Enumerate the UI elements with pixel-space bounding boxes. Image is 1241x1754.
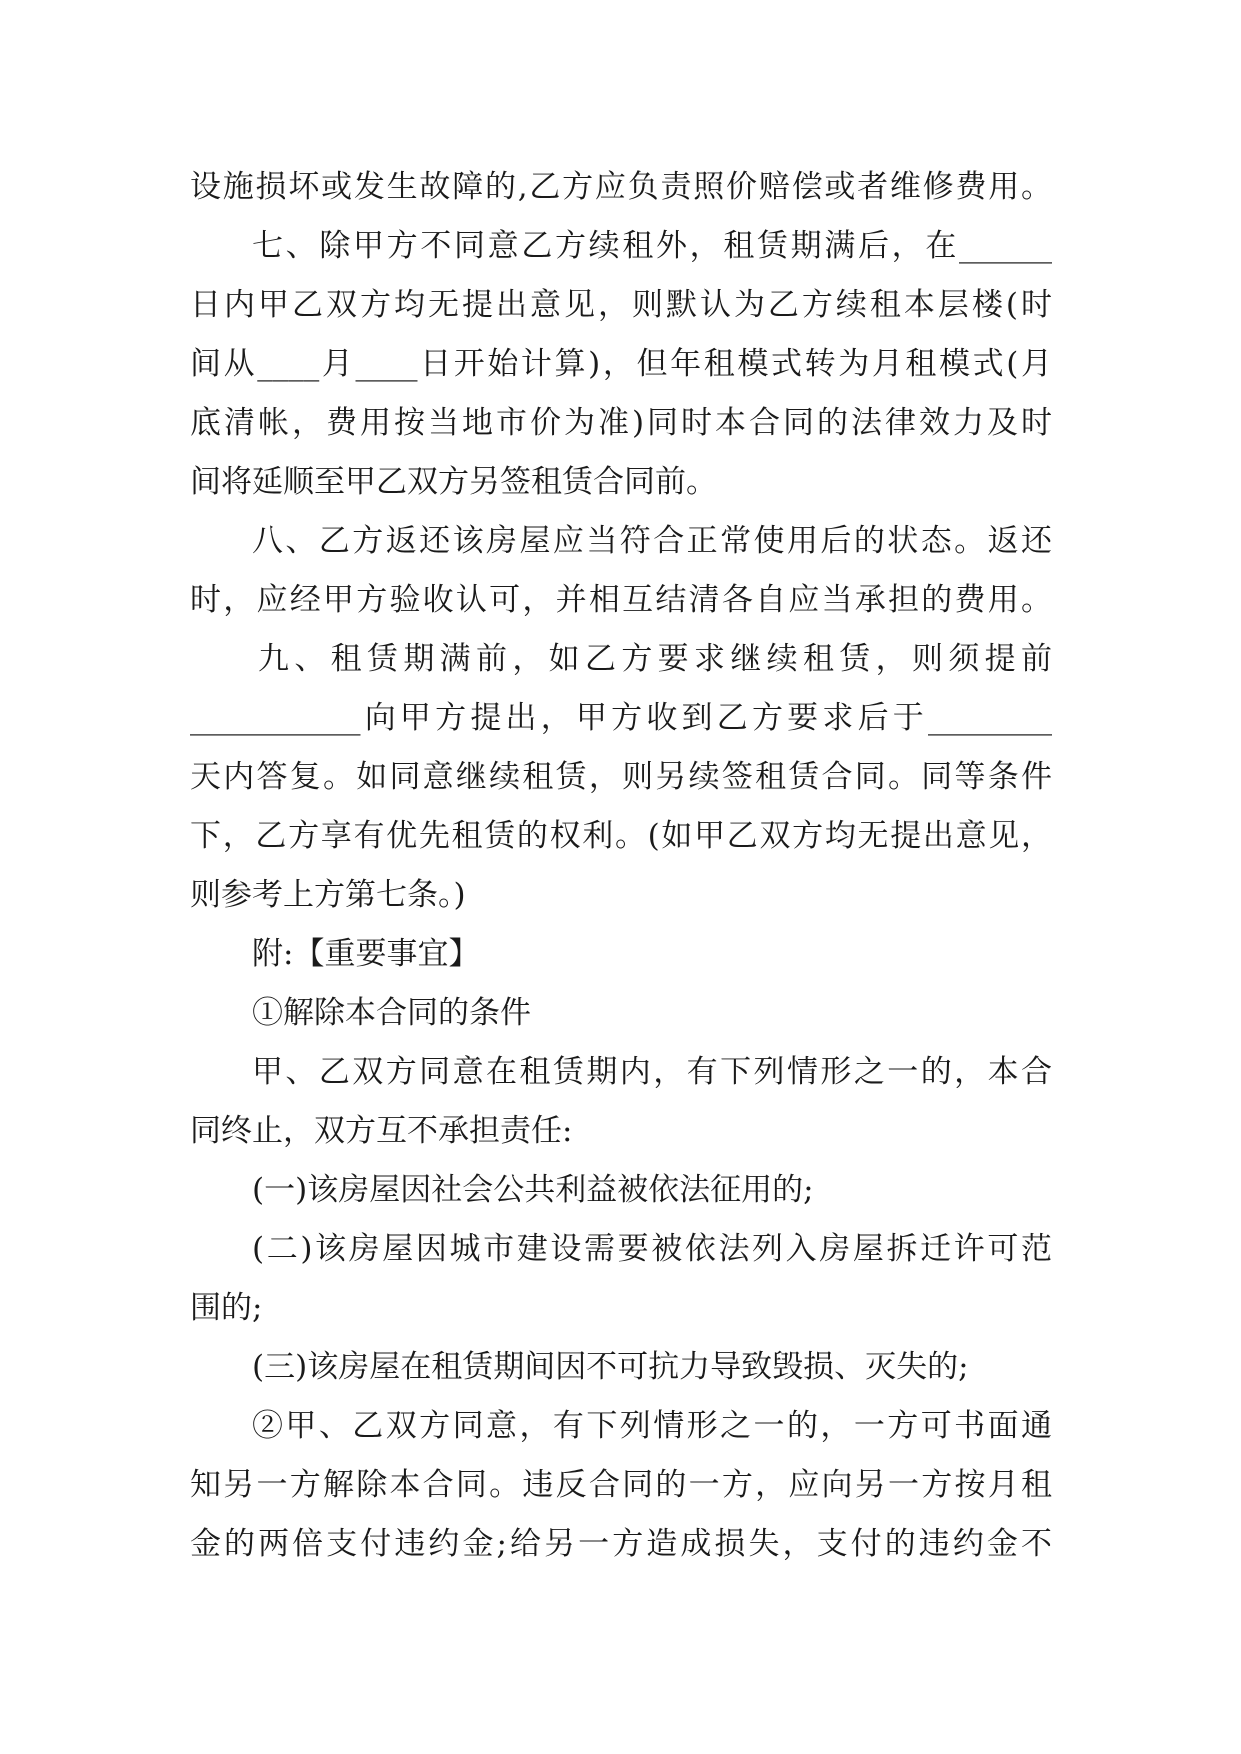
text-line: 时，应经甲方验收认可，并相互结清各自应当承担的费用。	[190, 582, 1052, 618]
text-line: 间将延顺至甲乙双方另签租赁合同前。	[190, 464, 717, 500]
text-line: (一)该房屋因社会公共利益被依法征用的;	[252, 1172, 814, 1208]
text-line: 间从____月____日开始计算)，但年租模式转为月租模式(月	[190, 346, 1052, 382]
text-line: 天内答复。如同意继续租赁，则另续签租赁合同。同等条件	[190, 759, 1052, 795]
text-line: 同终止，双方互不承担责任:	[190, 1113, 573, 1149]
text-line: 八、乙方返还该房屋应当符合正常使用后的状态。返还	[252, 523, 1052, 559]
text-line: (二)该房屋因城市建设需要被依法列入房屋拆迁许可范	[252, 1231, 1052, 1267]
text-line: ___________向甲方提出，甲方收到乙方要求后于________	[190, 700, 1052, 736]
text-line: 下，乙方享有优先租赁的权利。(如甲乙双方均无提出意见，	[190, 818, 1052, 854]
text-line: 金的两倍支付违约金;给另一方造成损失，支付的违约金不	[190, 1526, 1052, 1562]
text-line: 设施损坏或发生故障的,乙方应负责照价赔偿或者维修费用。	[190, 169, 1052, 205]
text-line: 九、租赁期满前，如乙方要求继续租赁，则须提前	[258, 641, 1052, 677]
text-line: 则参考上方第七条。)	[190, 877, 466, 913]
text-line: 日内甲乙双方均无提出意见，则默认为乙方续租本层楼(时	[190, 287, 1052, 323]
text-line: (三)该房屋在租赁期间因不可抗力导致毁损、灭失的;	[252, 1349, 969, 1385]
text-line: ①解除本合同的条件	[252, 995, 531, 1031]
text-line: 围的;	[190, 1290, 263, 1326]
text-line: 底清帐，费用按当地市价为准)同时本合同的法律效力及时	[190, 405, 1052, 441]
text-line: 七、除甲方不同意乙方续租外，租赁期满后，在______	[252, 228, 1052, 264]
text-line: 知另一方解除本合同。违反合同的一方，应向另一方按月租	[190, 1467, 1052, 1503]
section-heading: 附:【重要事宜】	[252, 936, 480, 972]
text-line: 甲、乙双方同意在租赁期内，有下列情形之一的，本合	[252, 1054, 1052, 1090]
text-line: ②甲、乙双方同意，有下列情形之一的，一方可书面通	[252, 1408, 1052, 1444]
